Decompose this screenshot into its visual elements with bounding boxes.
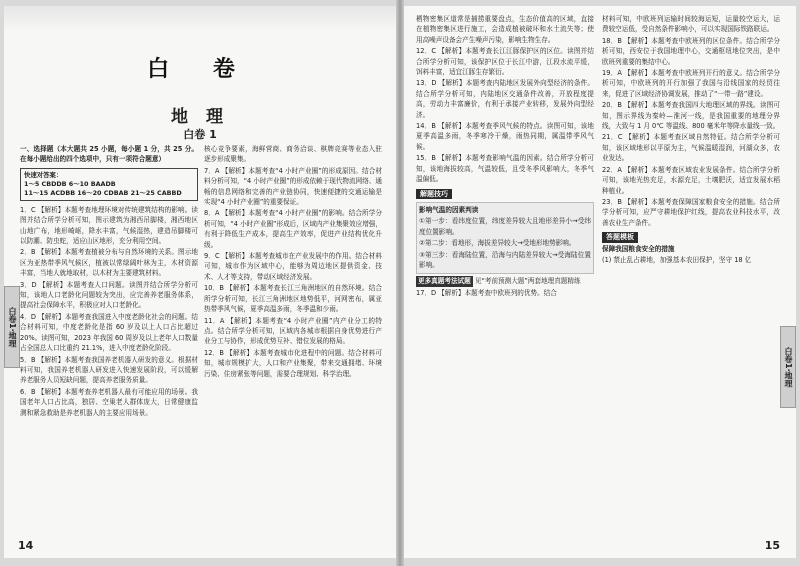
tip-item: ③第三步：看海陆位置，沿海与内陆差异较大→受海陆位置影响。 xyxy=(419,250,591,269)
answer-item: 19．A 【解析】本题考查中欧班列开行的意义。结合所学分析可知，中欧班列的开行加强了我国与沿线国家的经贸往来，促进了区域经济协调发展，推动了“一带一路”建设。 xyxy=(602,69,780,98)
answer-item: 栖物密集区道常是捕捞重要盘点，生态价值高的区域，直接在植物密集区进行施工，会造成植被破坏和水土流失等；使用高噪声设备会产生噪声污染，影响生物生存。 xyxy=(416,15,594,44)
answer-item: 2．B 【解析】本题考查植被分布与自然环境的关系。图示地区为亚热带季风气候区，植被以常绿阔叶林为主，木材资源丰富，当地人就地取材，以木材为主要建筑材料。 xyxy=(20,248,198,278)
tip-subtitle: 影响气温的因素判读 xyxy=(419,205,479,214)
tip-box-title: 解题技巧 xyxy=(416,189,452,199)
answer-item: 核心竞争要素，海鲜营商、商务洽谈、棋牌竞赛等业态入驻逐步形成聚集。 xyxy=(204,145,382,164)
answer-item: 14．B 【解析】本题考查季风气候的特点。读图可知，该地夏季高温多雨，冬季寒冷干燥，雨热同期，属温带季风气候。 xyxy=(416,122,594,151)
more-questions-text: 见“考前预测大题”两套地理真题精练 xyxy=(474,277,581,286)
answer-item: 12．C 【解析】本题考查长江江豚保护区的区位。读图并结合所学分析可知，该保护区位于长江中游，江段水流平缓，饵料丰富，适宜江豚生存繁衍。 xyxy=(416,47,594,77)
section-header: 一、选择题（本大题共 25 小题，每小题 1 分，共 25 分。在每小题给出的四个选项中，只有一项符合题意） xyxy=(20,145,198,164)
answer-item: 4．D 【解析】本题考查我国进入中度老龄化社会的问题。结合材料可知，中度老龄化是指 60 岁及以上人口占比超过 20%。读图可知，2023 年我国 60 周岁及以上老年人口数量占全国总人口比重约 21.1%，进入中度老龄化阶段。 xyxy=(20,312,198,353)
book-gutter xyxy=(396,0,404,566)
answer-item: 3．D 【解析】本题考查人口问题。读图并结合所学分析可知，该地人口老龄化问题较为突出，应完善养老服务体系，提高社会保障水平，积极应对人口老龄化。 xyxy=(20,280,198,310)
right-page xyxy=(404,6,796,558)
more-questions-tag: 更多真题考法试题 xyxy=(418,277,471,286)
volume-heading: 白卷 1 xyxy=(183,128,217,141)
right-column-1 xyxy=(416,14,594,299)
page-top-shadow xyxy=(4,6,396,32)
left-column-2 xyxy=(204,144,382,380)
answer-item: 8．A 【解析】本题考查“4 小时产业圈”的影响。结合所学分析可知，“4 小时产业圈”形成后，区域内产业集聚效应增强，有利于降低生产成本，提高生产效率，促进产业结构优化升级。 xyxy=(204,209,382,249)
subject-heading: 地 理 xyxy=(171,107,229,127)
left-column-1 xyxy=(20,144,198,419)
tip-item: ①第一步：看纬度位置，纬度差异较大且地形差异小→受纬度位置影响。 xyxy=(419,217,591,236)
answer-item: 1．C 【解析】本题考查地理环境对传统建筑结构的影响。读图并结合所学分析可知，图示建筑为湘西吊脚楼，湘西地区山地广布，地形崎岖，降水丰富，气候湿热，建造吊脚楼可以防潮、防虫蛇，适应山区地形，充分利用空间。 xyxy=(20,205,198,246)
page-title: 白 卷 xyxy=(147,57,253,82)
template-box-text: 保障我国粮食安全的措施 xyxy=(602,244,675,253)
answer-item: 10．B 【解析】本题考查长江三角洲地区的自然环境。结合所学分析可知，长江三角洲地区地势低平，河网密布，属亚热带季风气候，夏季高温多雨，冬季温和少雨。 xyxy=(204,284,382,314)
page-number: 15 xyxy=(764,539,780,552)
answer-item: 11．A 【解析】本题考查“4 小时产业圈”内产业分工的特点。结合所学分析可知，区域内各城市根据自身优势进行产业分工与协作，形成优势互补、错位发展的格局。 xyxy=(204,316,382,346)
answer-item: 6．B 【解析】本题考查养老机器人最有可能应用的场景。我国老年人口占比高，独居、空巢老人群体庞大，日常健康监测和紧急救助是养老机器人的主要应用场景。 xyxy=(20,387,198,417)
tip-box xyxy=(416,202,594,274)
answer-item: 17．D 【解析】本题考查中欧班列的优势。结合 xyxy=(416,288,557,297)
answer-key-line: 1～5 CBDDB 6～10 BAADB xyxy=(24,179,116,188)
answer-item: 5．B 【解析】本题考查我国养老机器人研发的意义。根据材料可知，我国养老机器人研发进入快速发展阶段，可以缓解养老服务人员短缺问题，提高养老服务质量。 xyxy=(20,355,198,385)
answer-item: 材料可知，中欧班列运输时间较海运短，运量较空运大，运费较空运低，受自然条件影响小，可以实现国际铁路联运。 xyxy=(602,15,780,34)
more-questions-link xyxy=(416,276,594,286)
side-tab: 白卷1·地理 xyxy=(780,326,796,408)
side-tab: 白卷1·地理 xyxy=(4,286,20,368)
answer-item: 7．A 【解析】本题考查“4 小时产业圈”的形成原因。结合材料分析可知，“4 小时产业圈”的形成依赖于现代物流网络、通畅的信息网络和完善的产业链协同，快速便捷的交通运输是实现“4 小时产业圈”的重要保证。 xyxy=(204,166,382,207)
page-number: 14 xyxy=(18,539,34,552)
answer-item: 23．B 【解析】本题考查保障国家粮食安全的措施。结合所学分析可知，应严守耕地保护红线，提高农业科技水平，改善农业生产条件。 xyxy=(602,197,780,227)
answer-item: 20．B 【解析】本题考查我国四大地理区域的界线。读图可知，图示界线为秦岭—淮河一线，是我国重要的地理分界线，大致与 1 月 0℃ 等温线、800 毫米年等降水量线一致。 xyxy=(602,101,780,131)
answer-item: 9．C 【解析】本题考查城市在产业发展中的作用。结合材料可知，城市作为区域中心，能够为周边地区提供资金、技术、人才等支持，带动区域经济发展。 xyxy=(204,252,382,281)
right-column-2 xyxy=(602,14,780,266)
left-page xyxy=(4,6,396,558)
answer-item: 22．A 【解析】本题考查区域农业发展条件。结合所学分析可知，该地光热充足，水源充足，土壤肥沃，适宜发展水稻种植业。 xyxy=(602,165,780,195)
answer-item: 12．B 【解析】本题考查城市化进程中的问题。结合材料可知，城市规模扩大，人口和产业集聚，带来交通拥堵、环境污染、住房紧张等问题，需要合理规划、科学治理。 xyxy=(204,348,382,378)
answer-item: 18．B 【解析】本题考查中欧班列的区位条件。结合所学分析可知，西安位于我国地理中心，交通枢纽地位突出，是中欧班列重要的集结中心。 xyxy=(602,36,780,66)
template-box-line: (1) 禁止乱占耕地，加强基本农田保护，坚守 18 亿 xyxy=(602,255,752,264)
answer-key-title: 快速对答案： xyxy=(24,170,63,179)
template-box-title: 答题模板 xyxy=(602,232,638,242)
answer-item: 15．B 【解析】本题考查影响气温的因素。结合所学分析可知，该地海拔较高，气温较低，且受冬季风影响大，冬季气温偏低。 xyxy=(416,154,594,184)
answer-item: 13．D 【解析】本题考查内陆地区发展外向型经济的条件。结合所学分析可知，内陆地区交通条件改善，开放程度提高，劳动力丰富廉价，有利于承接产业转移，发展外向型经济。 xyxy=(416,79,594,119)
tip-item: ②第二步：看地形，海拔差异较大→受地形地势影响。 xyxy=(419,239,576,248)
answer-item: 21．C 【解析】本题考查区域自然特征。结合所学分析可知，该区域地形以平原为主，气候温暖湿润，河湖众多，农业发达。 xyxy=(602,133,780,163)
answer-key-line: 11～15 ACDBB 16～20 CDBAB 21～25 CABBD xyxy=(24,188,182,197)
answer-key-box xyxy=(20,168,198,201)
